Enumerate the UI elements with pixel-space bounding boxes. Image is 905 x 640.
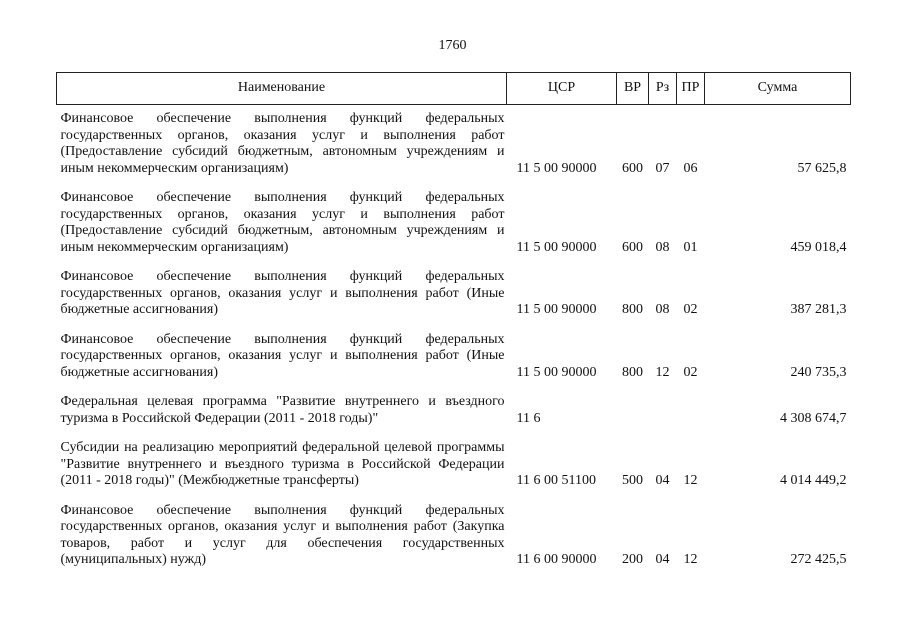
row-pr: 06 (683, 160, 698, 176)
table-header (57, 73, 851, 105)
header-name: Наименование (57, 73, 507, 105)
row-pr: 02 (683, 364, 698, 380)
table-row (57, 394, 851, 440)
row-name: Финансовое обеспечение выполнения функций федеральных государственных органов, оказания услуг и выполнения работ (Иные бюджетные ассигнования) (60, 269, 505, 317)
row-vr: 200 (622, 552, 643, 567)
row-pr (677, 394, 705, 440)
row-rz: 07 (655, 160, 670, 176)
row-rz: 04 (655, 473, 670, 488)
row-csr: 11 5 00 90000 (516, 302, 597, 317)
table-row (57, 190, 851, 269)
row-pr: 02 (683, 302, 698, 317)
row-rz (649, 394, 677, 440)
header-csr: ЦСР (507, 73, 617, 105)
row-name: Субсидии на реализацию мероприятий федеральной целевой программы "Развитие внутреннего и въездного туризма в Российской Федерации (2011 - 2018 годы)" (Межбюджетные трансферты) (60, 440, 505, 488)
row-sum: 387 281,3 (790, 302, 847, 317)
row-name: Федеральная целевая программа "Развитие внутреннего и въездного туризма в Российской Федерации (2011 - 2018 годы)" (60, 394, 505, 426)
row-csr: 11 6 00 90000 (516, 552, 597, 567)
row-csr: 11 5 00 90000 (516, 364, 597, 380)
row-name: Финансовое обеспечение выполнения функций федеральных государственных органов, оказания услуг и выполнения работ (Предоставление субсидий бюджетным, автономным учреждениям и иным некоммерческим организациям) (60, 111, 505, 176)
header-rz: Рз (649, 73, 677, 105)
table-row (57, 332, 851, 395)
row-csr: 11 6 00 51100 (516, 473, 596, 488)
table-row (57, 440, 851, 503)
row-vr: 600 (622, 160, 643, 176)
row-pr: 12 (683, 473, 698, 488)
row-vr: 600 (622, 239, 643, 255)
row-sum: 4 014 449,2 (780, 473, 847, 488)
row-sum: 4 308 674,7 (780, 410, 847, 426)
header-vr: ВР (617, 73, 649, 105)
row-name: Финансовое обеспечение выполнения функций федеральных государственных органов, оказания услуг и выполнения работ (Закупка товаров, работ и услуг для обеспечения государственных (муниципальных) нужд) (60, 502, 505, 567)
row-name: Финансовое обеспечение выполнения функций федеральных государственных органов, оказания услуг и выполнения работ (Предоставление субсидий бюджетным, автономным учреждениям и иным некоммерческим организациям) (60, 190, 505, 255)
table-row (57, 105, 851, 191)
row-vr (617, 394, 649, 440)
row-vr: 500 (622, 473, 643, 488)
row-csr: 11 6 (516, 410, 541, 426)
table-row (57, 269, 851, 332)
row-pr: 01 (683, 239, 698, 255)
row-vr: 800 (622, 302, 643, 317)
row-sum: 57 625,8 (797, 160, 847, 176)
row-vr: 800 (622, 364, 643, 380)
budget-table (56, 72, 851, 582)
page-number: 1760 (438, 38, 467, 53)
header-pr: ПР (677, 73, 705, 105)
header-sum: Сумма (705, 73, 851, 105)
row-sum: 272 425,5 (790, 552, 847, 567)
row-csr: 11 5 00 90000 (516, 160, 597, 176)
row-sum: 240 735,3 (790, 364, 847, 380)
table-row (57, 503, 851, 582)
table-body (57, 105, 851, 582)
row-csr: 11 5 00 90000 (516, 239, 597, 255)
row-rz: 04 (655, 552, 670, 567)
row-name: Финансовое обеспечение выполнения функций федеральных государственных органов, оказания услуг и выполнения работ (Иные бюджетные ассигнования) (60, 331, 505, 380)
row-pr: 12 (683, 552, 698, 567)
row-sum: 459 018,4 (790, 239, 847, 255)
row-rz: 08 (655, 239, 670, 255)
row-rz: 12 (655, 364, 670, 380)
row-rz: 08 (655, 302, 670, 317)
